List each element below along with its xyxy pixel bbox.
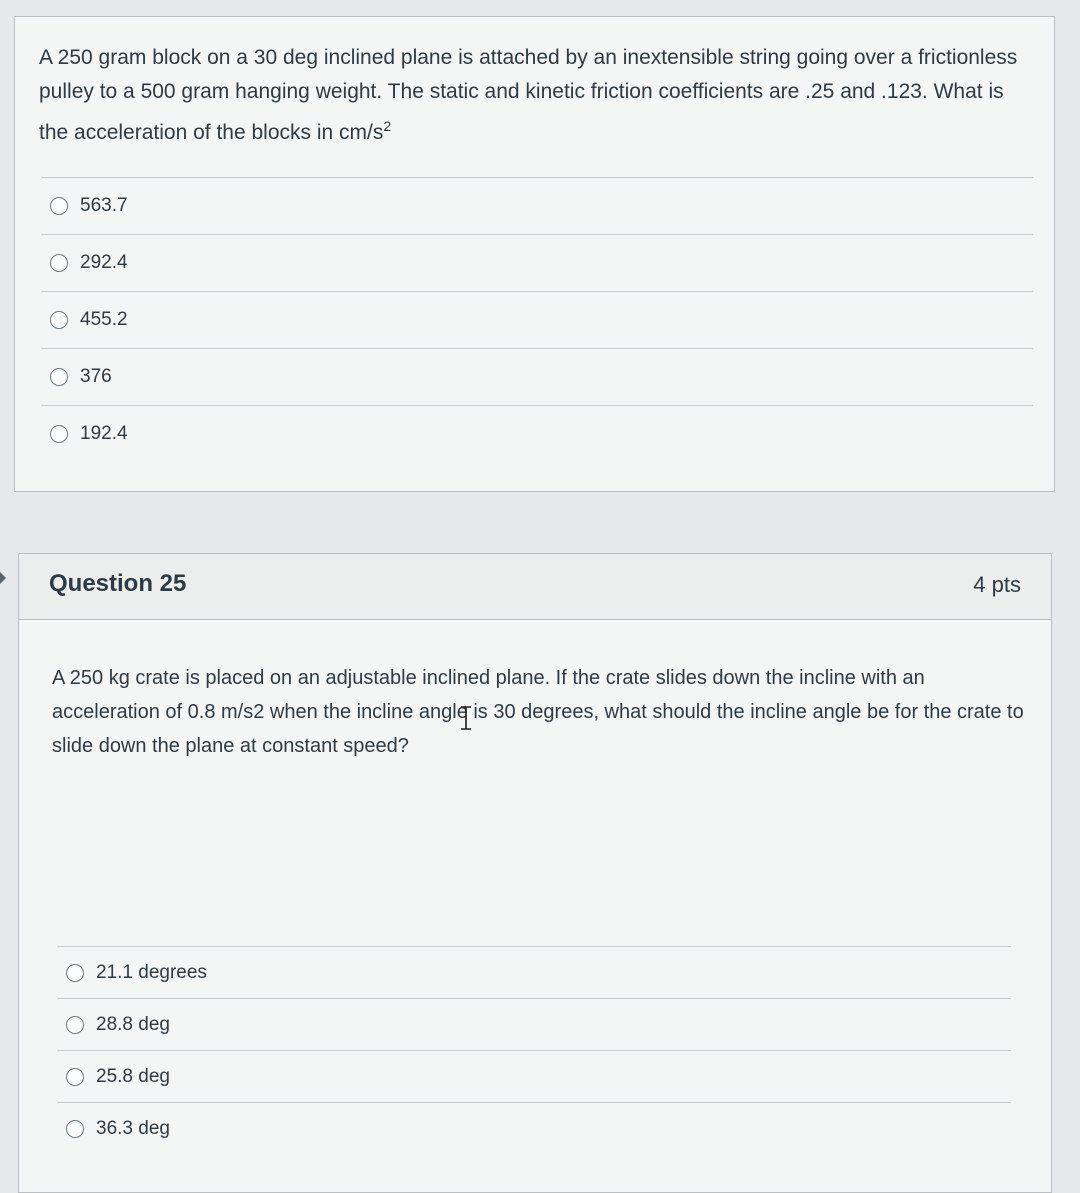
- answer-label: 455.2: [80, 309, 128, 330]
- radio-button-icon[interactable]: [50, 254, 68, 272]
- answer-option[interactable]: [57, 1050, 1011, 1102]
- answer-label: 25.8 deg: [96, 1065, 170, 1087]
- radio-button-icon[interactable]: [66, 964, 84, 982]
- question-24-text: A 250 gram block on a 30 deg inclined plane is attached by an inextensible string going over a frictionless pulley to a 500 gram hanging weight. The static and kinetic friction coefficients are .25 and .123. What is the acceleration of the blocks in $cm/s^2$: [39, 46, 1018, 144]
- answer-option[interactable]: [41, 348, 1033, 405]
- question-25-card: [18, 553, 1052, 1193]
- question-title: Question 25: [49, 570, 187, 597]
- radio-button-icon[interactable]: [66, 1016, 84, 1034]
- answer-option[interactable]: [41, 405, 1033, 462]
- question-points: 4 pts: [973, 572, 1021, 597]
- answer-label: 21.1 degrees: [96, 961, 207, 983]
- answer-option[interactable]: [57, 998, 1011, 1050]
- question-24-card: [14, 16, 1055, 492]
- question-24-answers: [41, 177, 1033, 462]
- radio-button-icon[interactable]: [66, 1120, 84, 1138]
- answer-option[interactable]: [41, 291, 1033, 348]
- answer-option[interactable]: [41, 234, 1033, 291]
- answer-option[interactable]: [57, 946, 1011, 998]
- answer-label: 28.8 deg: [96, 1013, 170, 1035]
- radio-button-icon[interactable]: [50, 311, 68, 329]
- question-header: [19, 554, 1051, 620]
- answer-label: 36.3 deg: [96, 1117, 170, 1139]
- answer-label: 376: [80, 366, 112, 387]
- answer-option[interactable]: [41, 177, 1033, 234]
- radio-button-icon[interactable]: [50, 368, 68, 386]
- answer-label: 292.4: [80, 252, 128, 273]
- answer-option[interactable]: [57, 1102, 1011, 1154]
- collapse-arrow-icon: [0, 572, 6, 584]
- answer-label: 192.4: [80, 423, 128, 444]
- radio-button-icon[interactable]: [50, 425, 68, 443]
- question-25-text: A 250 kg crate is placed on an adjustable inclined plane. If the crate slides down the incline with an acceleration of 0.8 m/s2 when the incline angle is 30 degrees, what should the incline angle be for the crate to slide down the plane at constant speed?: [52, 667, 1024, 757]
- text-cursor-icon: [459, 706, 473, 730]
- question-25-answers: [57, 946, 1011, 1154]
- radio-button-icon[interactable]: [66, 1068, 84, 1086]
- answer-label: 563.7: [80, 195, 128, 216]
- superscript-2: 2: [383, 118, 392, 134]
- radio-button-icon[interactable]: [50, 197, 68, 215]
